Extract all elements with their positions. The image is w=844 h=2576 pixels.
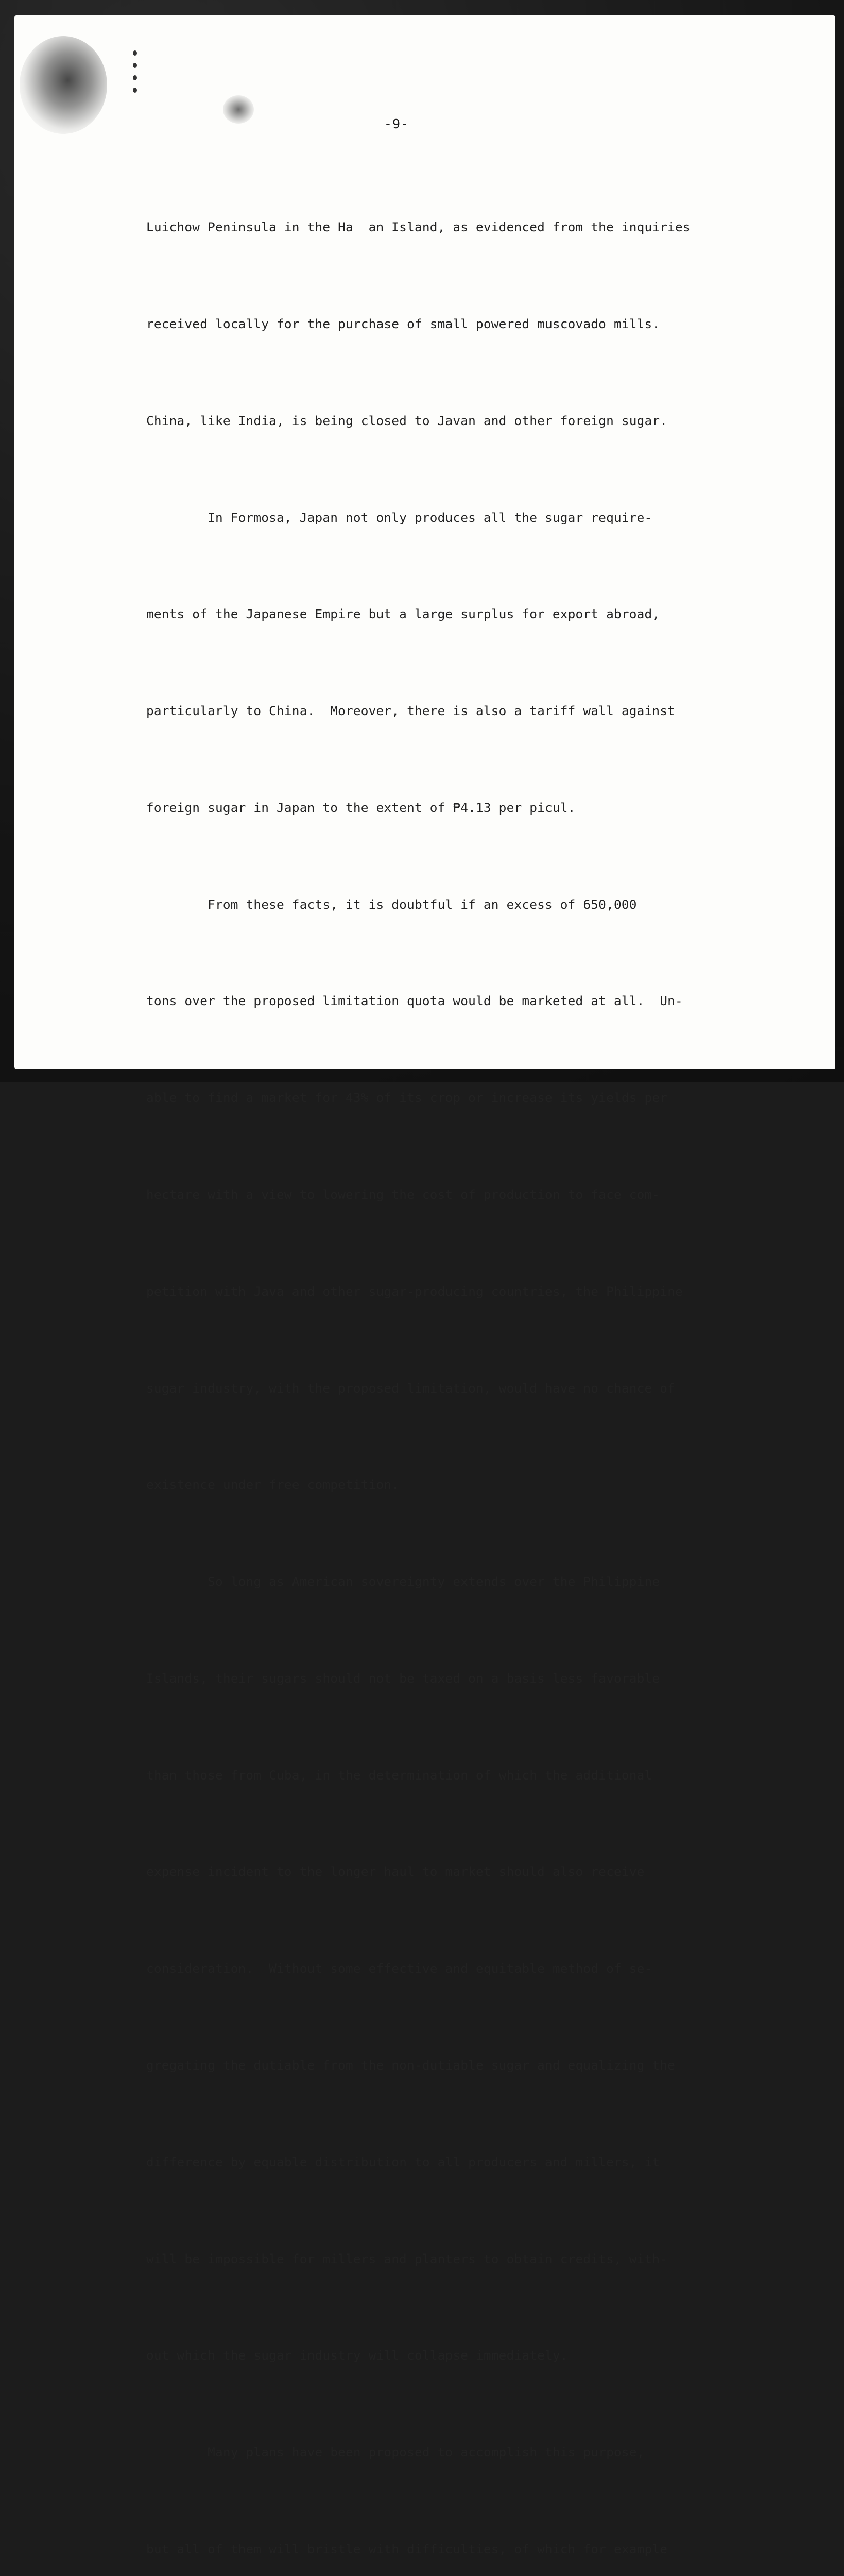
text-line: consideration. Without some effective and equitable method of se- bbox=[146, 1961, 652, 1976]
text-line: In Formosa, Japan not only produces all the sugar requirе- bbox=[146, 510, 652, 525]
text-line: sugar industry, with the proposed limitation, would have no chance of bbox=[146, 1380, 676, 1396]
text-line: gregating the dutiable from the non-dutiable sugar and equalizing the bbox=[146, 2058, 676, 2073]
text-line: So long as American sovereignty extends over the Philippine bbox=[146, 1574, 660, 1589]
text-line: than those from Cuba, in the determination of which the additional bbox=[146, 1767, 652, 1783]
text-line: difference by equable distribution to all producers and millers, it bbox=[146, 2154, 660, 2170]
text-line: petition with Java and other sugar-producing countries, the Philippine bbox=[146, 1283, 683, 1299]
text-line: foreign sugar in Japan to the extent of ₱4.13 per picul. bbox=[146, 800, 576, 815]
text-line: existence under free competition. bbox=[146, 1477, 400, 1493]
text-line: able to find a market for 43% of its crop or increase its yields per bbox=[146, 1090, 668, 1106]
text-line: China, like India, is being closed to Javan and other foreign sugar. bbox=[146, 413, 668, 428]
page-number: -9- bbox=[384, 116, 409, 131]
text-line: but all of them will bristle with difficulties, of which for example bbox=[146, 2541, 668, 2556]
text-line: ments of the Japanese Empire but a large surplus for export abroad, bbox=[146, 606, 660, 622]
text-line: Many plans have been proposed to accomplish this purpose, bbox=[146, 2445, 645, 2460]
text-line: Islands, their sugars should not be taxed on a basis less favorable bbox=[146, 1670, 660, 1686]
binder-marks bbox=[132, 50, 138, 110]
text-line: tons over the proposed limitation quota would be marketed at all. Un- bbox=[146, 993, 683, 1009]
text-line: received locally for the purchase of small powered muscovado mills. bbox=[146, 316, 660, 331]
typewritten-page bbox=[14, 15, 835, 2556]
text-line: Luichow Peninsula in the Ha an Island, as evidenced from the inquiries bbox=[146, 219, 691, 235]
text-line: out which the sugar industry will collapse immediately. bbox=[146, 2348, 568, 2363]
body-text bbox=[146, 147, 738, 2576]
text-line: From these facts, it is doubtful if an excess of 650,000 bbox=[146, 896, 637, 912]
text-line: will be impossible for millers and planters to obtain credits, with- bbox=[146, 2251, 668, 2266]
text-line: hectare with a view to lowering the cost of production to face com- bbox=[146, 1187, 660, 1202]
text-line: particularly to China. Moreover, there is also a tariff wall against bbox=[146, 703, 676, 719]
text-line: expense incident to the longer haul to market should also receive bbox=[146, 1864, 645, 1879]
